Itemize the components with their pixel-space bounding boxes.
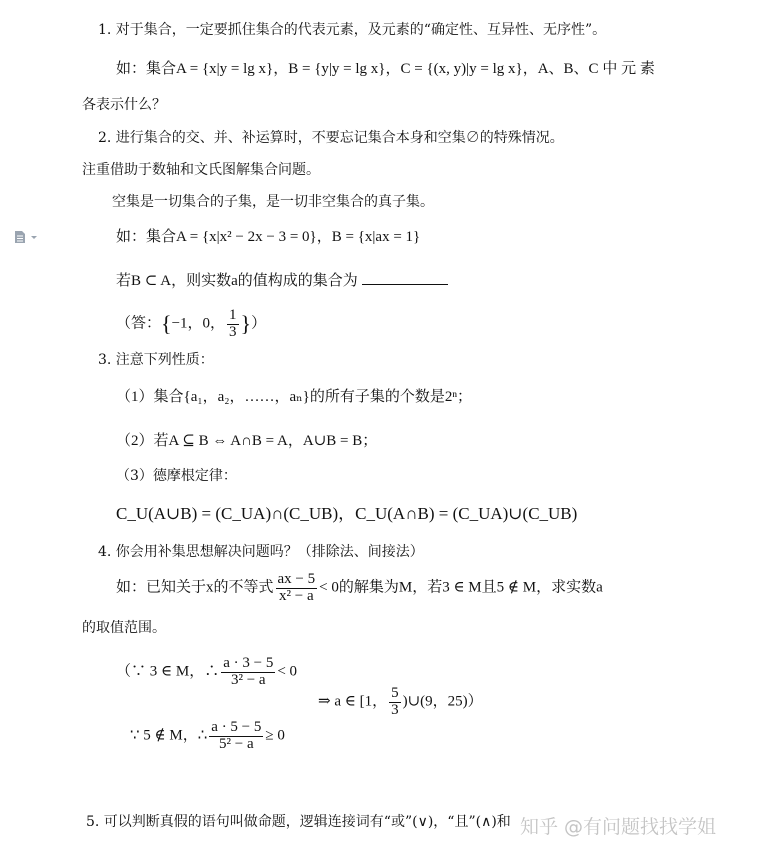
p2-question: 若B ⊂ A，则实数a的值构成的集合为 xyxy=(116,273,358,289)
sol2-a: ∵ 5 ∉ M，∴ xyxy=(130,727,208,744)
answer-numerator: 1 xyxy=(229,307,237,323)
p4-example-row xyxy=(116,572,603,605)
p4-ex-a: 如：已知关于x的不等式 xyxy=(116,579,274,596)
answer-fraction xyxy=(227,308,239,341)
result-b: )∪(9，25)） xyxy=(402,693,483,710)
answer-set: −1，0， xyxy=(171,315,226,332)
sol1-numerator: a · 3 − 5 xyxy=(223,655,274,671)
p3-item2: （2）若A ⊆ B ⇔ A∩B = A，A∪B = B； xyxy=(116,433,378,449)
p4-ex-denominator: x² − a xyxy=(279,587,314,604)
answer-denominator: 3 xyxy=(229,323,237,340)
p2-question-row xyxy=(116,270,448,290)
p2-title: 2. 进行集合的交、并、补运算时，不要忘记集合本身和空集∅的特殊情况。 xyxy=(98,130,564,146)
p2-example: 如：集合A = {x|x² − 2x − 3 = 0}，B = {x|ax = 1} xyxy=(116,229,421,245)
p4-solution-2 xyxy=(130,720,285,753)
sol2-b: ≥ 0 xyxy=(265,727,285,744)
p3-item1: （1）集合{a₁，a₂，……，aₙ}的所有子集的个数是2ⁿ； xyxy=(116,389,473,405)
left-brace: { xyxy=(161,311,172,337)
watermark: 知乎 @有问题找找学姐 xyxy=(520,816,717,838)
p2-note: 注重借助于数轴和文氏图解集合问题。 xyxy=(82,162,320,178)
sol1-a: （∵ 3 ∈ M，∴ xyxy=(116,663,220,680)
sol1-denominator: 3² − a xyxy=(230,671,266,688)
p2-answer-row xyxy=(116,308,266,341)
p2-empty-set: 空集是一切集合的子集，是一切非空集合的真子集。 xyxy=(112,194,434,210)
p4-title: 4. 你会用补集思想解决问题吗？（排除法、间接法） xyxy=(98,544,424,560)
result-numerator: 5 xyxy=(391,685,399,701)
sol1-fraction xyxy=(221,656,275,689)
right-brace: } xyxy=(240,311,252,337)
p3-item3: （3）德摩根定律： xyxy=(116,468,237,484)
p1-title: 1. 对于集合，一定要抓住集合的代表元素，及元素的“确定性、互异性、无序性”。 xyxy=(98,22,607,38)
p5-title: 5. 可以判断真假的语句叫做命题，逻辑连接词有“或”(∨)，“且”(∧)和 xyxy=(86,814,511,830)
p3-title: 3. 注意下列性质： xyxy=(98,352,214,368)
answer-prefix: （答： xyxy=(116,315,162,332)
p4-solution-1 xyxy=(116,656,297,689)
result-a: ⇒ a ∈ [1， xyxy=(318,693,388,710)
p4-ex-b: < 0的解集为M，若3 ∈ M且5 ∉ M，求实数a xyxy=(319,579,603,596)
answer-suffix: ） xyxy=(251,315,267,332)
p1-example-cont: 各表示什么？ xyxy=(82,97,166,113)
answer-blank xyxy=(362,270,448,285)
p3-demorgan: C_U(A∪B) = (C_UA)∩(C_UB)，C_U(A∩B) = (C_UA)∪(C_UB) xyxy=(116,504,578,523)
sol2-fraction xyxy=(209,720,263,753)
p4-ex-fraction xyxy=(276,572,318,605)
sol1-b: < 0 xyxy=(277,663,298,680)
result-fraction xyxy=(389,686,401,719)
p1-example: 如：集合A = {x|y = lg x}，B = {y|y = lg x}，C = {(x, y)|y = lg x}，A、B、C 中 元 素 xyxy=(116,61,655,77)
p4-ex-numerator: ax − 5 xyxy=(277,571,316,587)
result-denominator: 3 xyxy=(391,701,399,718)
sol2-numerator: a · 5 − 5 xyxy=(211,719,262,735)
p4-result xyxy=(318,686,483,719)
sol2-denominator: 5² − a xyxy=(219,735,254,752)
document-icon[interactable] xyxy=(12,230,42,244)
p4-example-cont: 的取值范围。 xyxy=(82,620,166,636)
